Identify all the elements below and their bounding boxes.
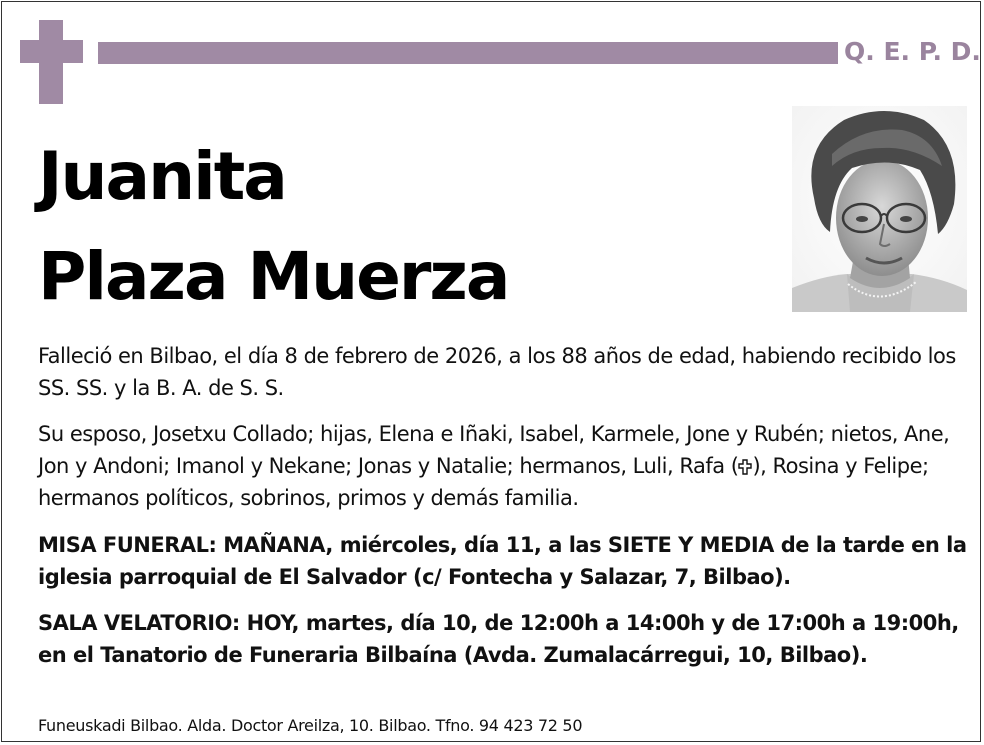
cross-icon	[20, 20, 83, 104]
funeral-home-footer: Funeuskadi Bilbao. Alda. Doctor Areilza, 10. Bilbao. Tfno. 94 423 72 50	[38, 716, 583, 735]
portrait-photo	[792, 106, 967, 312]
deceased-cross-icon	[738, 459, 752, 475]
qepd-badge: Q. E. P. D.	[844, 37, 981, 66]
family-text-before: Su esposo, Josetxu Collado; hijas, Elena e Iñaki, Isabel, Karmele, Jone y Rubén; nietos, Ane, Jon y Andoni; Imanol y Nekane; Jonas y Natalie; hermanos, Luli, Rafa (	[38, 422, 950, 478]
wake-room-text: SALA VELATORIO: HOY, martes, día 10, de 12:00h a 14:00h y de 17:00h a 19:00h, en el Tanatorio de Funeraria Bilbaína (Avda. Zumalacárregui, 10, Bilbao).	[38, 611, 959, 667]
family-list	[38, 418, 968, 514]
deceased-first-name: Juanita	[38, 138, 286, 215]
header-rule	[98, 42, 838, 64]
death-notice-text: Falleció en Bilbao, el día 8 de febrero de 2026, a los 88 años de edad, habiendo recibido los SS. SS. y la B. A. de S. S.	[38, 344, 956, 400]
deceased-surnames: Plaza Muerza	[38, 238, 509, 315]
obituary-notice	[1, 1, 981, 742]
family-text-after: ), Rosina y Felipe; hermanos políticos, sobrinos, primos y demás familia.	[38, 454, 929, 510]
funeral-mass-text: MISA FUNERAL: MAÑANA, miércoles, día 11, a las SIETE Y MEDIA de la tarde en la iglesia parroquial de El Salvador (c/ Fontecha y Salazar, 7, Bilbao).	[38, 533, 967, 589]
